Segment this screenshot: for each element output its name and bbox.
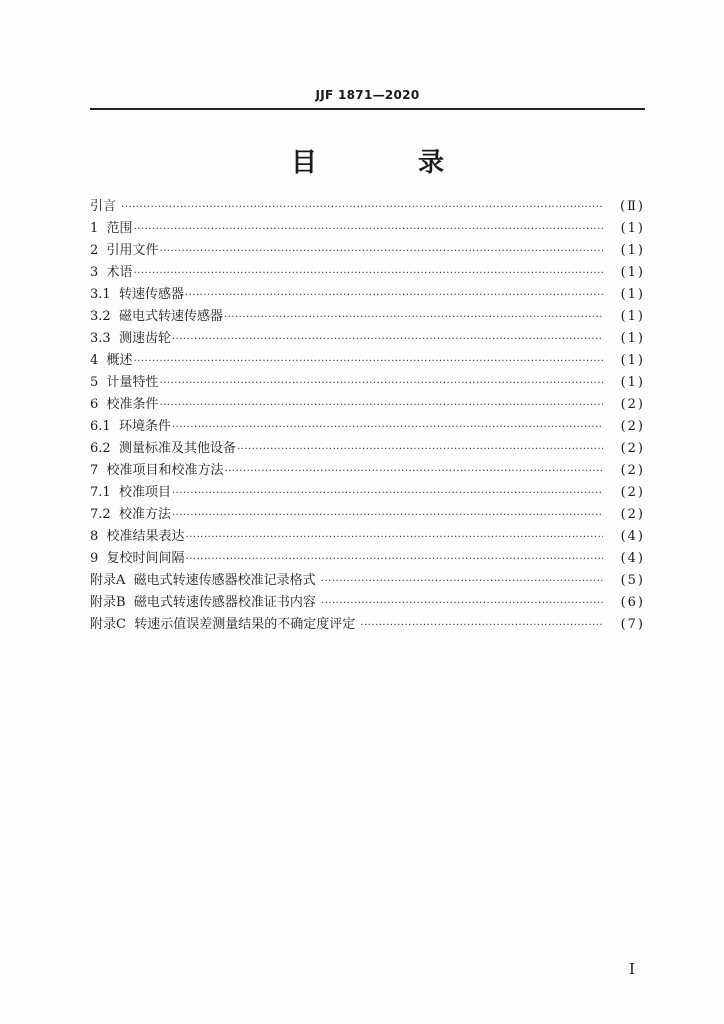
toc-entry[interactable] [90,570,645,592]
toc-leader-dots [172,505,603,527]
toc-entry-number: 3.3 [90,331,119,346]
toc-entry-label: 校准项目和校准方法 [106,463,224,478]
toc-entry-number: 3 [90,265,107,280]
toc-leader-dots [172,417,603,439]
toc-entry[interactable] [90,218,645,240]
toc-entry-label: 校准方法 [118,507,171,522]
toc-entry-label: 校准条件 [106,397,159,412]
page-title: 目 录 [290,148,491,178]
toc-entry-label: 概述 [106,353,133,368]
toc-entry-number: 7.1 [90,485,119,500]
toc-leader-dots [172,329,603,351]
toc-leader-dots [237,439,603,461]
toc-entry-number: 附录C [90,617,135,632]
toc-entry-page: (2) [620,441,645,456]
toc-entry-page: (1) [620,221,645,236]
toc-leader-dots [321,593,603,615]
toc-entry-label: 转速传感器 [118,287,184,302]
toc-entry-page: (1) [620,309,645,324]
toc-entry-label: 磁电式转速传感器 [118,309,223,324]
toc-entry-page: (4) [620,529,645,544]
toc-leader-dots [185,285,603,307]
toc-leader-dots [134,351,603,373]
toc-entry-number: 6.1 [90,419,119,434]
toc-leader-dots [134,263,603,285]
toc-leader-dots [160,395,603,417]
toc-leader-dots [134,219,603,241]
toc-leader-dots [224,307,603,329]
toc-entry-page: (2) [620,419,645,434]
toc-entry[interactable] [90,614,645,636]
toc-entry-label: 校准项目 [118,485,171,500]
toc-entry-page: (1) [620,375,645,390]
toc-leader-dots [360,615,603,637]
toc-entry-number: 3.2 [90,309,119,324]
toc-entry[interactable] [90,460,645,482]
toc-leader-dots [172,483,603,505]
toc-entry-label: 测速齿轮 [118,331,171,346]
toc-entry-label: 校准结果表达 [106,529,185,544]
toc-leader-dots [186,549,603,571]
toc-entry-number: 附录B [90,595,134,610]
toc-leader-dots [186,527,603,549]
toc-entry-page: (1) [620,265,645,280]
toc-entry-number: 1 [90,221,107,236]
toc-entry[interactable] [90,504,645,526]
toc-entry-number: 5 [90,375,107,390]
toc-entry[interactable] [90,284,645,306]
toc-entry[interactable] [90,548,645,570]
toc-entry-page: (7) [620,617,645,632]
toc-entry-label: 复校时间间隔 [106,551,185,566]
toc-entry[interactable] [90,438,645,460]
toc-entry[interactable] [90,394,645,416]
toc-entry-label: 磁电式转速传感器校准证书内容 [133,595,320,610]
toc-entry[interactable] [90,328,645,350]
toc-entry[interactable] [90,416,645,438]
toc-entry-page: (4) [620,551,645,566]
toc-entry-number: 2 [90,243,107,258]
toc-entry[interactable] [90,592,645,614]
toc-entry[interactable] [90,526,645,548]
toc-entry[interactable] [90,482,645,504]
standard-code-header: JJF 1871—2020 [315,88,420,102]
toc-entry-page: (1) [620,353,645,368]
toc-entry-number: 7.2 [90,507,119,522]
toc-entry-label: 术语 [106,265,133,280]
toc-entry[interactable] [90,306,645,328]
toc-entry[interactable] [90,262,645,284]
toc-entry-label: 磁电式转速传感器校准记录格式 [133,573,320,588]
toc-entry-page: (Ⅱ) [620,199,645,214]
page-number: I [629,960,635,978]
toc-entry-number: 附录A [90,573,134,588]
toc-leader-dots [321,571,603,593]
toc-entry-label: 计量特性 [106,375,159,390]
toc-entry-page: (1) [620,287,645,302]
toc-leader-dots [160,373,603,395]
toc-entry-number: 6.2 [90,441,119,456]
toc-entry-number: 7 [90,463,107,478]
toc-entry-page: (2) [620,507,645,522]
toc-entry-number: 4 [90,353,107,368]
toc-entry-page: (1) [620,331,645,346]
toc-entry-label: 范围 [106,221,133,236]
toc-entry-number: 3.1 [90,287,119,302]
table-of-contents [90,196,645,636]
toc-entry-label: 测量标准及其他设备 [118,441,236,456]
toc-entry-label: 引言 [90,199,121,214]
toc-entry[interactable] [90,350,645,372]
toc-entry-page: (2) [620,485,645,500]
toc-entry-label: 引用文件 [106,243,159,258]
header-rule [90,108,645,110]
toc-leader-dots [225,461,603,483]
toc-entry-page: (1) [620,243,645,258]
toc-entry[interactable] [90,196,645,218]
toc-entry-number: 8 [90,529,107,544]
toc-entry[interactable] [90,372,645,394]
toc-leader-dots [121,197,603,219]
toc-entry-page: (5) [620,573,645,588]
toc-entry-number: 6 [90,397,107,412]
toc-entry-label: 环境条件 [118,419,171,434]
toc-entry-page: (6) [620,595,645,610]
toc-leader-dots [160,241,603,263]
toc-entry[interactable] [90,240,645,262]
toc-entry-number: 9 [90,551,107,566]
toc-entry-label: 转速示值误差测量结果的不确定度评定 [134,617,360,632]
toc-entry-page: (2) [620,463,645,478]
toc-entry-page: (2) [620,397,645,412]
